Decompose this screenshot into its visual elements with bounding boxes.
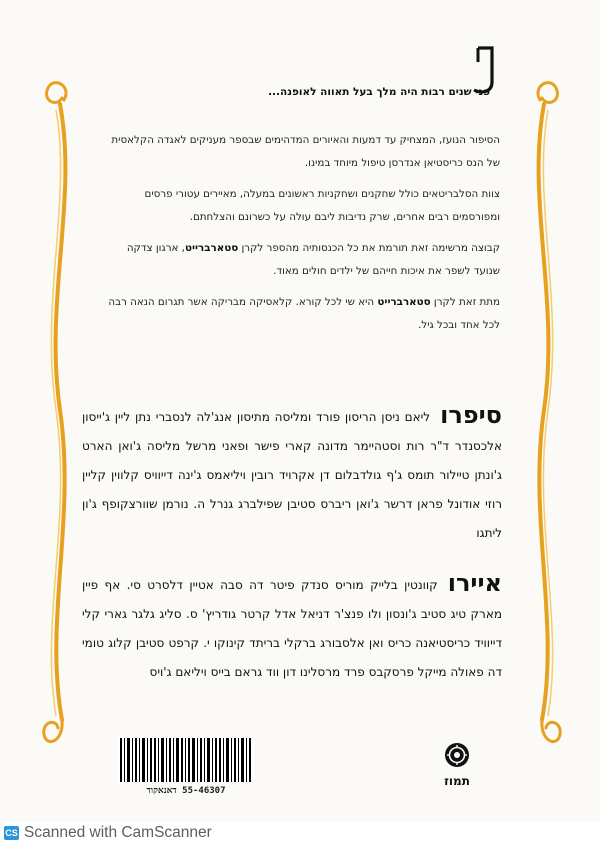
blurb-paragraph: הסיפור הנועז, המצחיק עד דמעות והאיורים המדהימים שבספר מעניקים לאגדה הקלאסית של הנס כריסטיאן אנדרסן טיפול מיוחד במינו.	[111, 134, 500, 169]
writers-heading: סיפרו	[440, 401, 502, 429]
publisher-emblem-icon	[444, 742, 470, 768]
illustrators-heading: איירו	[447, 569, 502, 597]
blurb-paragraph: קבוצה מרשימה זאת תורמת את כל הכנסותיה מהספר לקרן סטארברייט, ארגון צדקה שנועד לשפר את איכות חייהם של ילדים חולים מאוד.	[126, 242, 500, 277]
illustrators-list: קוונטין בלייק מוריס סנדק פיטר דה סבה אטיין דלסרט סי. אף פיין מארק טיג סטיב ג'ונסון ולו פנצ'ר דניאל אדל קרטר גודריץ' ס. סליג גלגר גארי קלי דייוויד כריסטיאנה כריס ואן אלסבורג ברקלי בריתד קינוקו י. קרפט סטיבן קלוג טומי דה פאולה מייקל פרסקבס פרד מרסלינו דון ווד גראם בייס ויליאם ג'ויס	[82, 578, 502, 679]
barcode-number: 55-46307 דאנאקוד	[146, 786, 226, 796]
blurb-paragraph: מתת זאת לקרן סטארברייט היא שי לכל קורא. קלאסיקה מבריקה אשר תגרום הנאה רבה לכל אחד ובכל גיל.	[108, 296, 500, 331]
illustrators-credits	[82, 569, 502, 687]
writers-list: ליאם ניסן הריסון פורד ומליסה מתיסון אנג'לה לנסברי נתן ליין ג'ייסון אלכסנדר ד"ר רות וסטהיימר מדונה קארי פישר ופאני מרשל מליסה ג'ואן הארט ג'ונתן טיילור תומס ג'ף גולדבלום דן אקרויד רובין ויליאמס ג'ינה דייוויס קלווין קליין רוזי אודונל פראן דרשר ג'ואן ריברס סטיבן שפילברג גנרל ה. נורמן שוורצקופף ג'ון ליתגו	[82, 410, 502, 540]
book-blurb	[98, 129, 500, 345]
barcode	[118, 738, 254, 782]
publisher-name: תמוז	[444, 774, 470, 788]
charity-name: סטארברייט	[184, 242, 239, 254]
publisher-logo	[432, 742, 482, 788]
writers-credits	[82, 401, 502, 548]
watermark-text: Scanned with CamScanner	[24, 823, 212, 841]
opening-tagline: פני שנים רבות היה מלך בעל תאווה לאופנה...	[268, 86, 490, 98]
blurb-paragraph: צוות הסלבריטאים כולל שחקנים ושחקניות ראשונים במעלה, מאיירים עטורי פרסים ומפורסמים רבים אחרים, שרק נדיבות ליבם עולה על כשרונם והצלחתם.	[144, 188, 500, 223]
charity-name: סטארברייט	[377, 296, 431, 308]
scanner-watermark	[0, 822, 600, 843]
camscanner-logo-icon: CS	[5, 827, 18, 838]
